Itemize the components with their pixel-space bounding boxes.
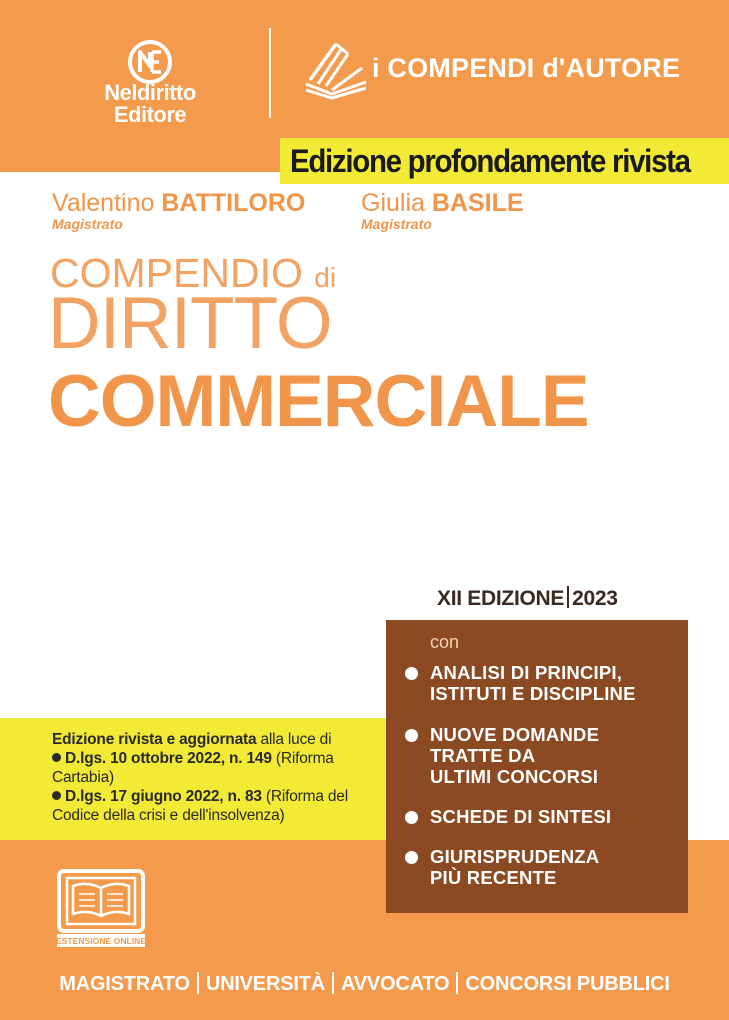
update-note-item-2 [52, 787, 382, 825]
update-note-item-1-desc: (Riforma Cartabia) [52, 750, 334, 786]
feature-item-1 [405, 662, 685, 706]
header-divider [269, 28, 271, 118]
feature-1-line1: ANALISI DI PRINCIPI, [430, 662, 623, 683]
series-prefix: i [372, 53, 380, 83]
bullet-icon [405, 667, 418, 680]
features-intro: con [430, 632, 460, 652]
author-2-name [361, 188, 524, 218]
footer-item-4: CONCORSI PUBBLICI [465, 973, 670, 995]
edition-banner-text: Edizione profondamente rivista [290, 143, 690, 179]
feature-item-2 [405, 724, 685, 788]
open-book-icon [302, 38, 370, 100]
feature-3-line1: SCHEDE DI SINTESI [430, 806, 612, 827]
feature-2-line1: NUOVE DOMANDE [430, 724, 600, 745]
title-line3: COMMERCIALE [48, 361, 589, 442]
update-note-item-1 [52, 749, 382, 787]
bullet-icon [405, 729, 418, 742]
update-note-item-2-desc: (Riforma del Codice della crisi e dell'insolvenza) [52, 788, 348, 824]
title-di: di [314, 262, 337, 293]
publisher-name-line2: Editore [113, 102, 187, 127]
author-1-last-name: BATTILORO [161, 189, 306, 217]
update-note-text [52, 730, 382, 825]
series-name [372, 52, 680, 84]
feature-2-line2: TRATTE DA [430, 745, 536, 766]
publisher-logo-icon [128, 40, 172, 84]
bullet-icon [405, 811, 418, 824]
edition-year: 2023 [572, 587, 618, 610]
online-extension-icon [55, 868, 147, 948]
footer-separator [332, 972, 334, 994]
update-note-intro [52, 730, 382, 749]
footer-separator [456, 972, 458, 994]
feature-1-line2: ISTITUTI E DISCIPLINE [430, 683, 636, 704]
footer-audiences [0, 970, 729, 998]
edition-separator [567, 586, 569, 608]
update-note-item-1-law: D.lgs. 10 ottobre 2022, n. 149 [65, 750, 272, 767]
author-1-role: Magistrato [52, 216, 123, 232]
footer-item-1: MAGISTRATO [59, 973, 190, 995]
edition-number: XII EDIZIONE [437, 587, 565, 610]
edition-label [437, 586, 618, 612]
update-note-item-2-law: D.lgs. 17 giugno 2022, n. 83 [65, 788, 262, 805]
update-note-intro-rest: alla luce di [256, 731, 332, 748]
feature-4-line2: PIÙ RECENTE [430, 867, 557, 888]
update-note-intro-bold: Edizione rivista e aggiornata [52, 731, 257, 748]
footer-separator [197, 972, 199, 994]
author-2-role: Magistrato [361, 216, 432, 232]
bullet-icon [405, 851, 418, 864]
footer-item-3: AVVOCATO [340, 973, 450, 995]
publisher-name-line1: Neldiritto [104, 80, 196, 105]
series-title: COMPENDI d'AUTORE [387, 53, 681, 83]
feature-4-line1: GIURISPRUDENZA [430, 846, 600, 867]
author-1-name [52, 188, 305, 218]
online-extension-label: ESTENSIONE ONLINE [55, 936, 147, 946]
bullet-icon [52, 753, 61, 762]
author-1-first-name: Valentino [52, 189, 155, 217]
title-compendio: COMPENDIO [50, 250, 303, 296]
footer-item-2: UNIVERSITÀ [205, 973, 325, 995]
bullet-icon [52, 791, 61, 800]
feature-item-4 [405, 846, 685, 890]
feature-2-line3: ULTIMI CONCORSI [430, 766, 599, 787]
publisher-name [80, 82, 220, 126]
title-line2: DIRITTO [48, 283, 332, 364]
feature-item-3 [405, 806, 685, 828]
author-2-last-name: BASILE [431, 189, 524, 217]
author-2-first-name: Giulia [361, 189, 425, 217]
